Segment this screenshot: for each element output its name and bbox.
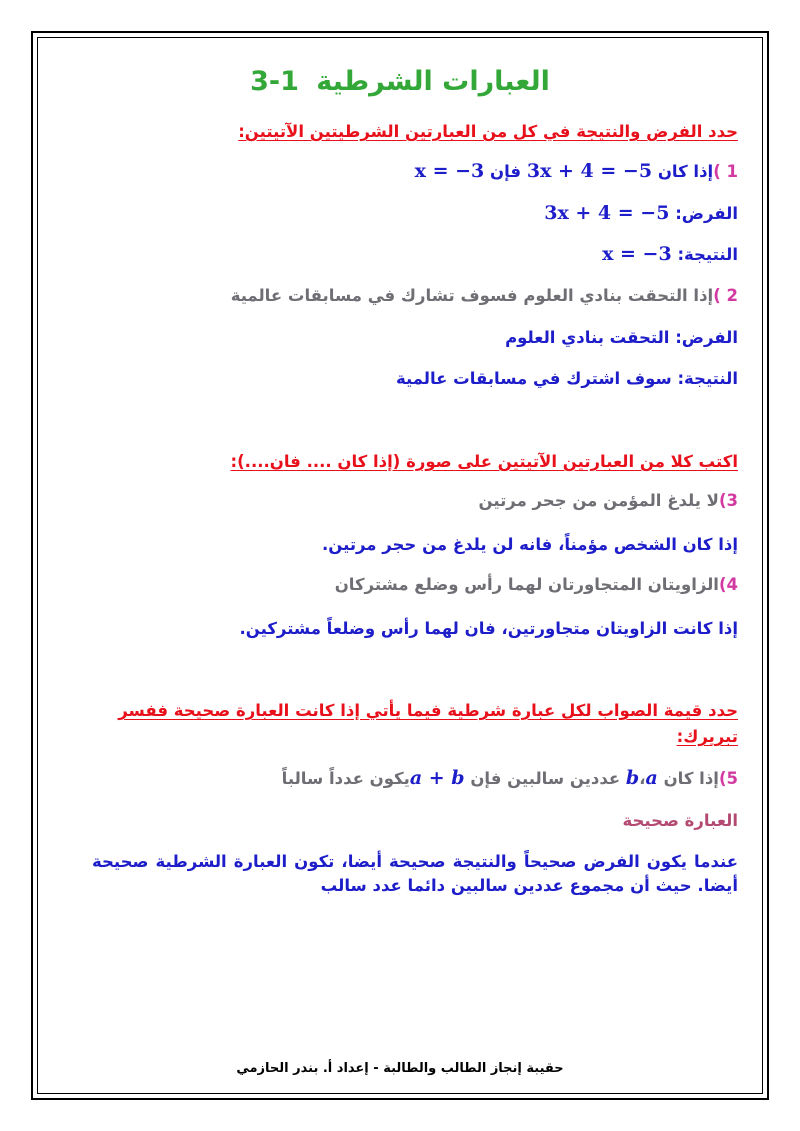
item3-paren: ) [718, 491, 727, 510]
item1-then-word: فإن [490, 162, 522, 181]
item1-conclusion-label: النتيجة: [677, 245, 738, 264]
item4-statement [335, 574, 738, 596]
item5-expr-text: a + b [409, 767, 465, 789]
section3-heading-line2: تبريرك: [676, 727, 738, 746]
item1-statement [415, 160, 738, 183]
item1-hypothesis-expr: 3x + 4 = −5 [544, 202, 670, 224]
item2-number-digit: 2 [726, 286, 738, 305]
section3-heading-line1: حدد قيمة الصواب لكل عبارة شرطية فيما يأتي إذا كانت العبارة صحيحة ففسر [118, 701, 738, 720]
item2-conclusion: النتيجة: سوف اشترك في مسابقات عالمية [395, 369, 738, 388]
item5-statement [282, 767, 738, 790]
item2-statement [231, 285, 738, 307]
item1-paren: ) [713, 162, 721, 181]
lesson-number: 1-3 [250, 66, 299, 97]
item5-explanation: عندما يكون الفرض صحيحاً والنتيجة صحيحة أيضا، تكون العبارة الشرطية صحيحة أيضا. حيث أن مجموع عددين سالبين دائما عدد سالب [92, 852, 738, 895]
section2-heading: اكتب كلا من العبارتين الآتيتين على صورة (إذا كان .... فان....): [230, 452, 738, 471]
lesson-title-text: العبارات الشرطية [316, 66, 550, 97]
section1-heading: حدد الفرض والنتيجة في كل من العبارتين الشرطيتين الآتيتين: [238, 122, 738, 141]
item3-number-digit: 3 [726, 491, 738, 510]
item1-if-word: إذا كان [657, 162, 714, 181]
item5-if-word: إذا كان [663, 769, 719, 788]
item1-number-digit: 1 [726, 162, 738, 181]
item5-end-text: يكون عدداً سالباً [281, 769, 410, 788]
item5-verdict: العبارة صحيحة [622, 811, 738, 830]
item3-statement-text: لا يلدغ المؤمن من جحر مرتين [478, 491, 719, 510]
item4-number-digit: 4 [726, 575, 738, 594]
item1-number [713, 162, 738, 181]
page-footer: حقيبة إنجاز الطالب والطالبة - إعداد أ. بندر الحازمي [236, 1061, 564, 1076]
item1-hypothesis-label: الفرض: [675, 204, 738, 223]
item5-separator: ، [639, 769, 646, 788]
item5-number [719, 769, 738, 788]
item5-number-digit: 5 [726, 769, 738, 788]
item4-answer: إذا كانت الزاويتان متجاورتين، فان لهما رأس وضلعاً مشتركين. [239, 619, 738, 638]
lesson-title [0, 66, 800, 97]
item3-answer: إذا كان الشخص مؤمناً، فانه لن يلدغ من حجر مرتين. [322, 535, 738, 554]
item2-number [713, 286, 738, 305]
item5-var-b [626, 767, 639, 789]
item4-statement-text: الزاويتان المتجاورتان لهما رأس وضلع مشتركان [334, 575, 719, 594]
item2-hypothesis: الفرض: التحقت بنادي العلوم [505, 328, 738, 347]
item3-statement [479, 490, 738, 512]
page-border-inner [37, 37, 763, 1094]
item4-number [719, 575, 738, 594]
item1-conclusion [602, 243, 738, 266]
item5-var-b-text: b [625, 767, 640, 789]
item1-expr-if: 3x + 4 = −5 [526, 160, 653, 182]
item5-paren: ) [718, 769, 727, 788]
item3-number [719, 491, 738, 510]
item2-paren: ) [713, 286, 721, 305]
item1-conclusion-expr: x = −3 [602, 243, 672, 265]
item1-hypothesis [544, 202, 738, 225]
item1-expr-then: x = −3 [414, 160, 485, 182]
item4-paren: ) [718, 575, 727, 594]
item5-var-a-text: a [645, 767, 658, 789]
item5-expr [410, 767, 465, 789]
item5-var-a [646, 767, 658, 789]
item2-statement-text: إذا التحقت بنادي العلوم فسوف تشارك في مسابقات عالمية [230, 286, 714, 305]
item5-middle-text: عددين سالبين فإن [470, 769, 621, 788]
